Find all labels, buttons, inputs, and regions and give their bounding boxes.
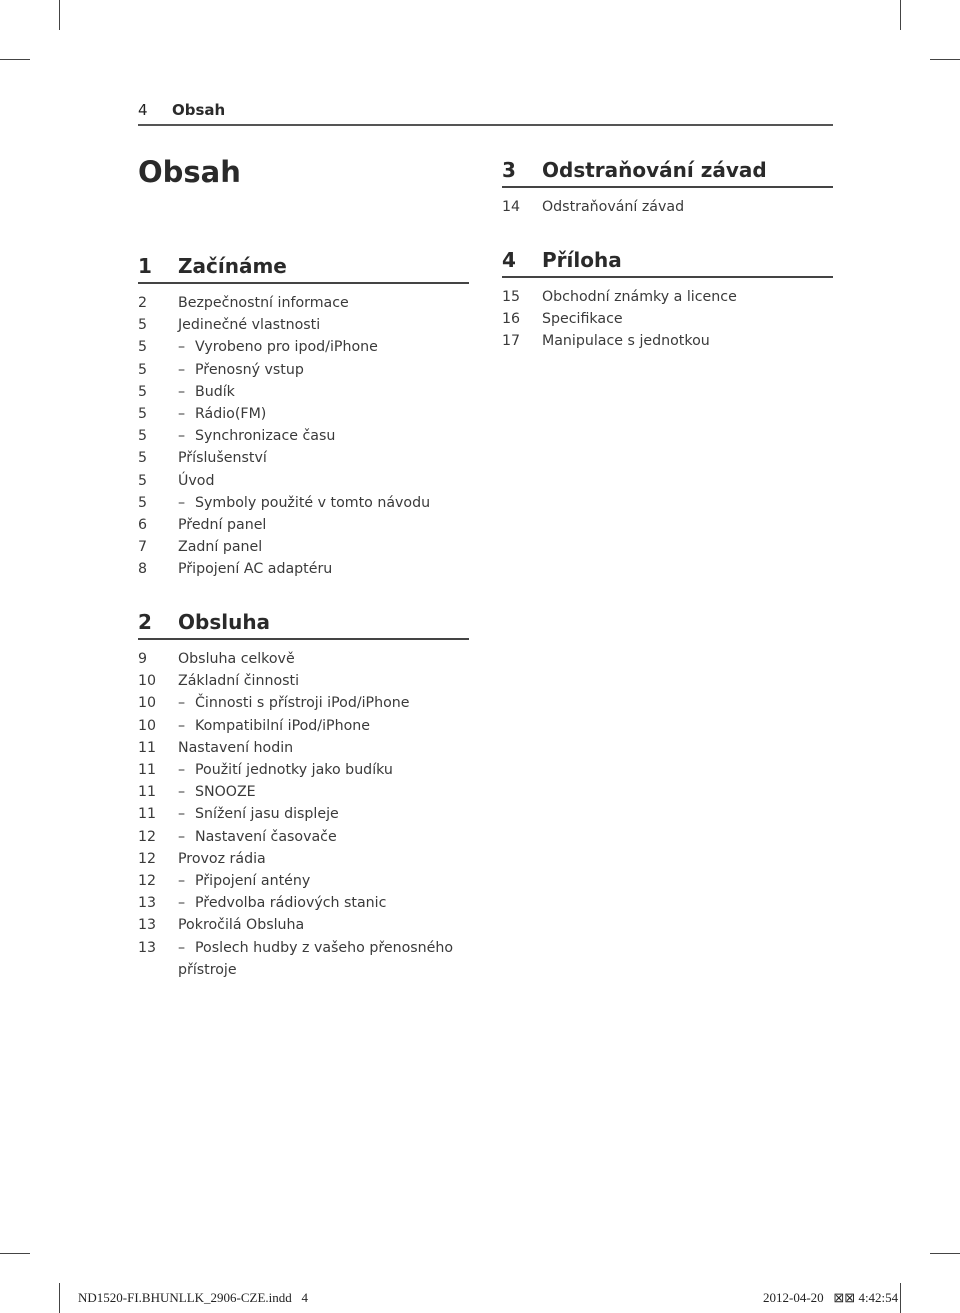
- toc-entry: [138, 914, 469, 936]
- toc-entry-text: [178, 292, 469, 314]
- toc-entry: [138, 715, 469, 737]
- toc-entry-text: [178, 848, 469, 870]
- toc-entry-page: 13: [138, 917, 157, 934]
- toc-entry-text: [178, 447, 469, 469]
- toc-entry: [138, 558, 469, 580]
- toc-entry-text: [178, 892, 469, 914]
- toc-section-4: [502, 246, 833, 353]
- section-title: Příloha: [542, 248, 622, 272]
- toc-entry-page: 14: [502, 199, 521, 215]
- sub-entry-dash: –: [178, 383, 186, 400]
- section-rule: [502, 186, 833, 188]
- toc-entry-page: 11: [138, 784, 157, 801]
- toc-entries: [138, 292, 469, 581]
- toc-entry-text: [178, 514, 469, 536]
- toc-entry-label: Poslech hudby z vašeho přenosného přístroje: [178, 939, 454, 978]
- toc-entry-text: [178, 781, 469, 803]
- section-heading: [138, 252, 469, 280]
- toc-entry-label: Specifikace: [542, 311, 623, 328]
- toc-entry-label: Bezpečnostní informace: [178, 295, 349, 311]
- toc-entry-label: Manipulace s jednotkou: [542, 333, 710, 350]
- toc-entry-page: 5: [138, 450, 148, 467]
- toc-entry: [138, 803, 469, 825]
- toc-entry: [138, 425, 469, 447]
- crop-mark: [900, 0, 901, 30]
- toc-entry-label: Příslušenství: [178, 450, 267, 467]
- toc-entry-page: 5: [138, 317, 148, 334]
- toc-entries: [138, 648, 469, 981]
- toc-entry-page: 11: [138, 806, 157, 823]
- toc-entry-label: Kompatibilní iPod/iPhone: [195, 717, 370, 734]
- toc-entry: [138, 737, 469, 759]
- sub-entry-dash: –: [178, 339, 186, 356]
- toc-entry-label: Odstraňování závad: [542, 199, 685, 215]
- toc-entry-page: 12: [138, 828, 157, 845]
- toc-entry: [138, 381, 469, 403]
- toc-entry-label: Pokročilá Obsluha: [178, 917, 305, 934]
- toc-entry-label: Přední panel: [178, 517, 267, 534]
- sub-entry-dash: –: [178, 762, 186, 779]
- toc-entry-page: 6: [138, 517, 148, 534]
- toc-entry-text: [542, 196, 833, 218]
- toc-entry: [138, 937, 469, 981]
- toc-entry-page: 11: [138, 762, 157, 779]
- toc-entry: [138, 314, 469, 336]
- toc-entry-page: 7: [138, 539, 148, 556]
- header-page-number: 4: [138, 101, 148, 119]
- toc-entry-page: 15: [502, 289, 521, 305]
- toc-entry-label: Snížení jasu displeje: [195, 806, 339, 823]
- toc-entry-page: 12: [138, 873, 157, 890]
- toc-entry-label: Činnosti s přístroji iPod/iPhone: [195, 695, 410, 712]
- toc-entry-text: [178, 803, 469, 825]
- toc-entry-label: Předvolba rádiových stanic: [195, 895, 387, 912]
- toc-entry-text: [542, 308, 833, 330]
- crop-mark: [930, 59, 960, 60]
- toc-entry-text: [178, 470, 469, 492]
- toc-entry-text: [178, 381, 469, 403]
- section-number: 2: [138, 610, 152, 634]
- toc-entry-label: Zadní panel: [178, 539, 263, 556]
- toc-entry-text: [178, 692, 469, 714]
- toc-entry-label: Provoz rádia: [178, 850, 266, 867]
- sub-entry-dash: –: [178, 428, 186, 445]
- toc-entry-label: Připojení AC adaptéru: [178, 561, 333, 578]
- toc-entry: [138, 692, 469, 714]
- toc-entry-page: 5: [138, 494, 148, 511]
- toc-entry-label: Obchodní známky a licence: [542, 289, 737, 305]
- toc-section-1: [138, 252, 469, 581]
- toc-entry: [138, 536, 469, 558]
- toc-section-2: [138, 608, 469, 981]
- toc-entry-page: 5: [138, 472, 148, 489]
- toc-section-3: [502, 156, 833, 218]
- toc-entry-label: SNOOZE: [195, 784, 256, 801]
- toc-entry-text: [178, 492, 469, 514]
- toc-entry-text: [178, 558, 469, 580]
- section-heading: [138, 608, 469, 636]
- sub-entry-dash: –: [178, 784, 186, 801]
- sub-entry-dash: –: [178, 828, 186, 845]
- toc-entry: [138, 870, 469, 892]
- toc-entry-text: [178, 336, 469, 358]
- section-number: 4: [502, 248, 516, 272]
- sub-entry-dash: –: [178, 717, 186, 734]
- toc-entry: [138, 492, 469, 514]
- sub-entry-dash: –: [178, 806, 186, 823]
- toc-entry-text: [542, 286, 833, 308]
- section-heading: [502, 156, 833, 184]
- section-rule: [502, 276, 833, 278]
- toc-entry-label: Nastavení hodin: [178, 739, 294, 756]
- footer-file-name: ND1520-FI.BHUNLLK_2906-CZE.indd 4: [78, 1290, 309, 1305]
- toc-entry-label: Budík: [195, 383, 235, 400]
- toc-entry-page: 13: [138, 939, 157, 956]
- toc-entry-page: 16: [502, 311, 521, 328]
- toc-entry-page: 11: [138, 739, 157, 756]
- toc-entry-page: 5: [138, 428, 148, 445]
- sub-entry-dash: –: [178, 695, 186, 712]
- toc-entry-text: [178, 737, 469, 759]
- toc-entry-page: 10: [138, 695, 157, 712]
- sub-entry-dash: –: [178, 895, 186, 912]
- toc-entry-text: [178, 759, 469, 781]
- toc-entry-text: [178, 870, 469, 892]
- toc-entry-page: 17: [502, 333, 521, 350]
- toc-entry: [138, 892, 469, 914]
- toc-entry: [502, 330, 833, 352]
- section-rule: [138, 638, 469, 640]
- toc-entry-label: Obsluha celkově: [178, 651, 295, 667]
- toc-entry-page: 13: [138, 895, 157, 912]
- toc-entry-text: [178, 536, 469, 558]
- header-rule: [138, 124, 833, 126]
- toc-entry: [138, 292, 469, 314]
- crop-mark: [59, 0, 60, 30]
- section-number: 1: [138, 254, 152, 278]
- sub-entry-dash: –: [178, 873, 186, 890]
- toc-entry-page: 5: [138, 339, 148, 356]
- toc-entry-text: [178, 314, 469, 336]
- sub-entry-dash: –: [178, 494, 186, 511]
- toc-entry: [138, 336, 469, 358]
- toc-entry-label: Symboly použité v tomto návodu: [195, 494, 431, 511]
- toc-entry: [138, 670, 469, 692]
- toc-entry-page: 8: [138, 561, 148, 578]
- toc-entry: [138, 826, 469, 848]
- toc-entry-page: 9: [138, 651, 148, 667]
- crop-mark: [59, 1283, 60, 1313]
- toc-entry: [502, 308, 833, 330]
- toc-entry-text: [178, 937, 469, 981]
- toc-entry-text: [178, 715, 469, 737]
- toc-entry: [502, 196, 833, 218]
- section-title: Odstraňování závad: [542, 158, 767, 182]
- toc-entry-text: [542, 330, 833, 352]
- toc-entries: [502, 196, 833, 218]
- toc-entry-page: 5: [138, 406, 148, 423]
- toc-entry-page: 10: [138, 717, 157, 734]
- toc-entry-text: [178, 914, 469, 936]
- toc-entry-label: Připojení antény: [195, 873, 311, 890]
- toc-entry: [138, 781, 469, 803]
- toc-entry: [138, 759, 469, 781]
- toc-entry: [138, 447, 469, 469]
- page-title: Obsah: [138, 155, 241, 189]
- toc-entry-text: [178, 648, 469, 670]
- toc-entry-text: [178, 359, 469, 381]
- toc-entry-label: Rádio(FM): [195, 406, 267, 423]
- header-title: Obsah: [172, 101, 226, 119]
- toc-entry-text: [178, 403, 469, 425]
- toc-entry-label: Použití jednotky jako budíku: [195, 762, 393, 779]
- toc-entry: [138, 403, 469, 425]
- toc-entry-page: 5: [138, 361, 148, 378]
- toc-entry-label: Jedinečné vlastnosti: [178, 317, 321, 334]
- toc-entry-label: Přenosný vstup: [195, 361, 304, 378]
- section-title: Obsluha: [178, 610, 271, 634]
- crop-mark: [0, 1253, 30, 1254]
- toc-entry-page: 2: [138, 295, 148, 311]
- section-number: 3: [502, 158, 516, 182]
- toc-entry-label: Nastavení časovače: [195, 828, 337, 845]
- section-rule: [138, 282, 469, 284]
- toc-entry-label: Synchronizace času: [195, 428, 336, 445]
- toc-entry-label: Vyrobeno pro ipod/iPhone: [195, 339, 378, 356]
- toc-entry: [138, 470, 469, 492]
- sub-entry-dash: –: [178, 361, 186, 378]
- toc-entry-text: [178, 670, 469, 692]
- toc-entry: [138, 848, 469, 870]
- toc-entry-text: [178, 425, 469, 447]
- toc-entry-text: [178, 826, 469, 848]
- toc-entry-page: 5: [138, 383, 148, 400]
- section-heading: [502, 246, 833, 274]
- toc-entries: [502, 286, 833, 353]
- footer-timestamp: 2012-04-20 ⊠⊠ 4:42:54: [763, 1290, 899, 1305]
- crop-mark: [930, 1253, 960, 1254]
- sub-entry-dash: –: [178, 406, 186, 423]
- section-title: Začínáme: [178, 254, 287, 278]
- toc-entry-page: 12: [138, 850, 157, 867]
- crop-mark: [0, 59, 30, 60]
- toc-entry: [138, 359, 469, 381]
- toc-entry-label: Úvod: [178, 472, 215, 489]
- toc-entry: [138, 648, 469, 670]
- sub-entry-dash: –: [178, 939, 186, 956]
- toc-entry-label: Základní činnosti: [178, 673, 300, 690]
- crop-mark: [900, 1283, 901, 1313]
- toc-entry-page: 10: [138, 673, 157, 690]
- toc-entry: [502, 286, 833, 308]
- toc-entry: [138, 514, 469, 536]
